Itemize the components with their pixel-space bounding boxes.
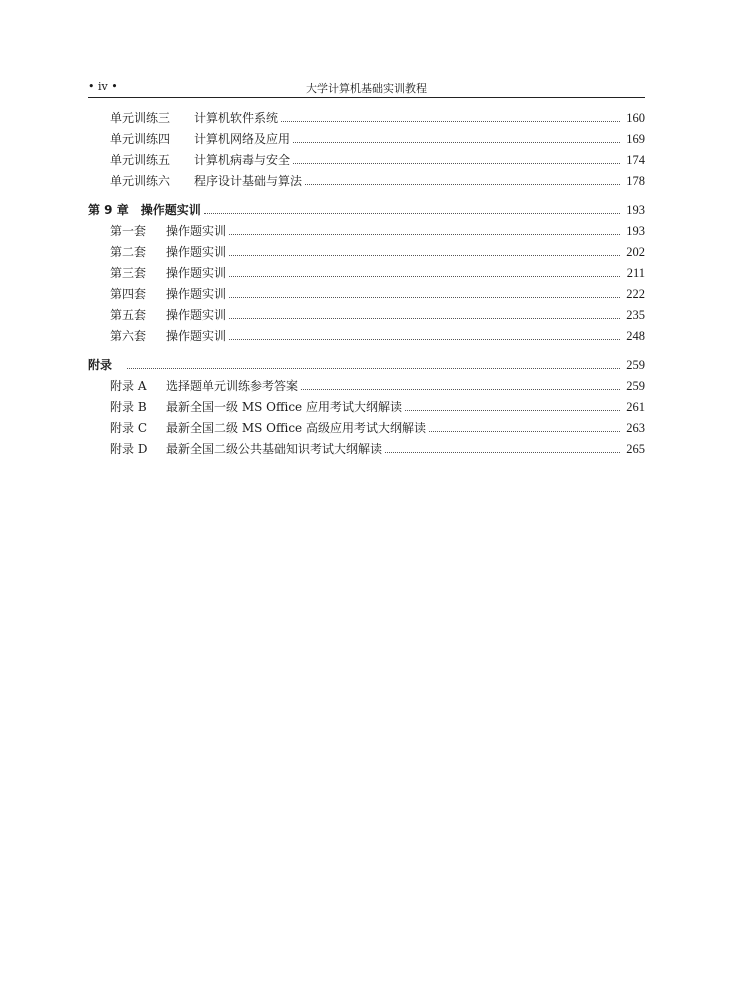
leader-dots [229,233,620,235]
toc-entry-page: 265 [626,442,645,456]
toc-entry[interactable] [88,418,645,439]
toc-entry-page: 222 [626,287,645,301]
toc-entry-title: 计算机网络及应用 [194,132,291,146]
table-of-contents [88,108,645,460]
leader-dots [229,275,620,277]
toc-entry[interactable] [88,376,645,397]
toc-entry-title: 操作题实训 [166,287,227,301]
toc-entry[interactable] [88,171,645,192]
toc-entry-title: 操作题实训 [166,329,227,343]
leader-dots [229,254,620,256]
chapter-title: 操作题实训 [140,203,201,217]
appendix-label: 附录 [88,358,113,372]
running-title: 大学计算机基础实训教程 [306,82,427,95]
toc-entry[interactable] [88,242,645,263]
toc-entry-label: 单元训练五 [110,153,171,167]
toc-entry-label: 单元训练六 [110,174,171,188]
toc-entry[interactable] [88,129,645,150]
toc-entry[interactable] [88,108,645,129]
leader-dots [127,367,620,369]
leader-dots [204,212,620,214]
toc-entry-page: 259 [626,379,645,393]
toc-entry-title: 操作题实训 [166,266,227,280]
toc-entry-page: 160 [626,111,645,125]
toc-entry[interactable] [88,439,645,460]
toc-chapter-9[interactable] [88,200,645,221]
chapter-label: 第 9 章 [88,203,129,217]
leader-dots [229,317,620,319]
page-header [88,79,645,98]
toc-entry-title: 选择题单元训练参考答案 [166,379,299,393]
toc-entry[interactable] [88,221,645,242]
toc-entry-label: 附录 B [110,400,147,414]
page-number: • iv • [88,80,118,93]
toc-entry-page: 193 [626,224,645,238]
leader-dots [293,162,620,164]
toc-entry-label: 第六套 [110,329,147,343]
leader-dots [293,141,620,143]
toc-entry-title: 操作题实训 [166,224,227,238]
toc-entry[interactable] [88,150,645,171]
toc-entry-label: 第四套 [110,287,147,301]
leader-dots [385,451,620,453]
toc-entry-page: 174 [626,153,645,167]
toc-entry-label: 单元训练三 [110,111,171,125]
toc-entry[interactable] [88,263,645,284]
toc-appendix[interactable] [88,355,645,376]
toc-entry-label: 附录 C [110,421,147,435]
toc-entry-label: 第三套 [110,266,147,280]
toc-entry-page: 261 [626,400,645,414]
toc-entry-title: 操作题实训 [166,245,227,259]
toc-entry-title: 计算机软件系统 [194,111,279,125]
toc-entry[interactable] [88,397,645,418]
toc-entry[interactable] [88,305,645,326]
toc-entry-title: 最新全国一级 MS Office 应用考试大纲解读 [166,400,402,414]
toc-entry-page: 235 [626,308,645,322]
toc-entry-page: 263 [626,421,645,435]
toc-entry-title: 最新全国二级 MS Office 高级应用考试大纲解读 [166,421,426,435]
toc-entry-page: 211 [626,266,645,280]
appendix-page: 259 [626,358,645,372]
leader-dots [229,296,620,298]
toc-entry-title: 操作题实训 [166,308,227,322]
leader-dots [301,388,620,390]
leader-dots [281,120,620,122]
leader-dots [305,183,620,185]
toc-entry-label: 第二套 [110,245,147,259]
toc-entry-label: 单元训练四 [110,132,171,146]
chapter-page: 193 [626,203,645,217]
toc-entry-title: 最新全国二级公共基础知识考试大纲解读 [166,442,383,456]
leader-dots [405,409,620,411]
toc-entry-label: 第一套 [110,224,147,238]
toc-entry-label: 附录 D [110,442,148,456]
toc-entry-label: 附录 A [110,379,147,393]
leader-dots [429,430,620,432]
leader-dots [229,338,620,340]
toc-entry[interactable] [88,326,645,347]
toc-entry[interactable] [88,284,645,305]
toc-entry-page: 248 [626,329,645,343]
toc-entry-title: 计算机病毒与安全 [194,153,291,167]
toc-entry-page: 178 [626,174,645,188]
toc-entry-title: 程序设计基础与算法 [194,174,303,188]
toc-entry-page: 202 [626,245,645,259]
toc-entry-label: 第五套 [110,308,147,322]
toc-entry-page: 169 [626,132,645,146]
